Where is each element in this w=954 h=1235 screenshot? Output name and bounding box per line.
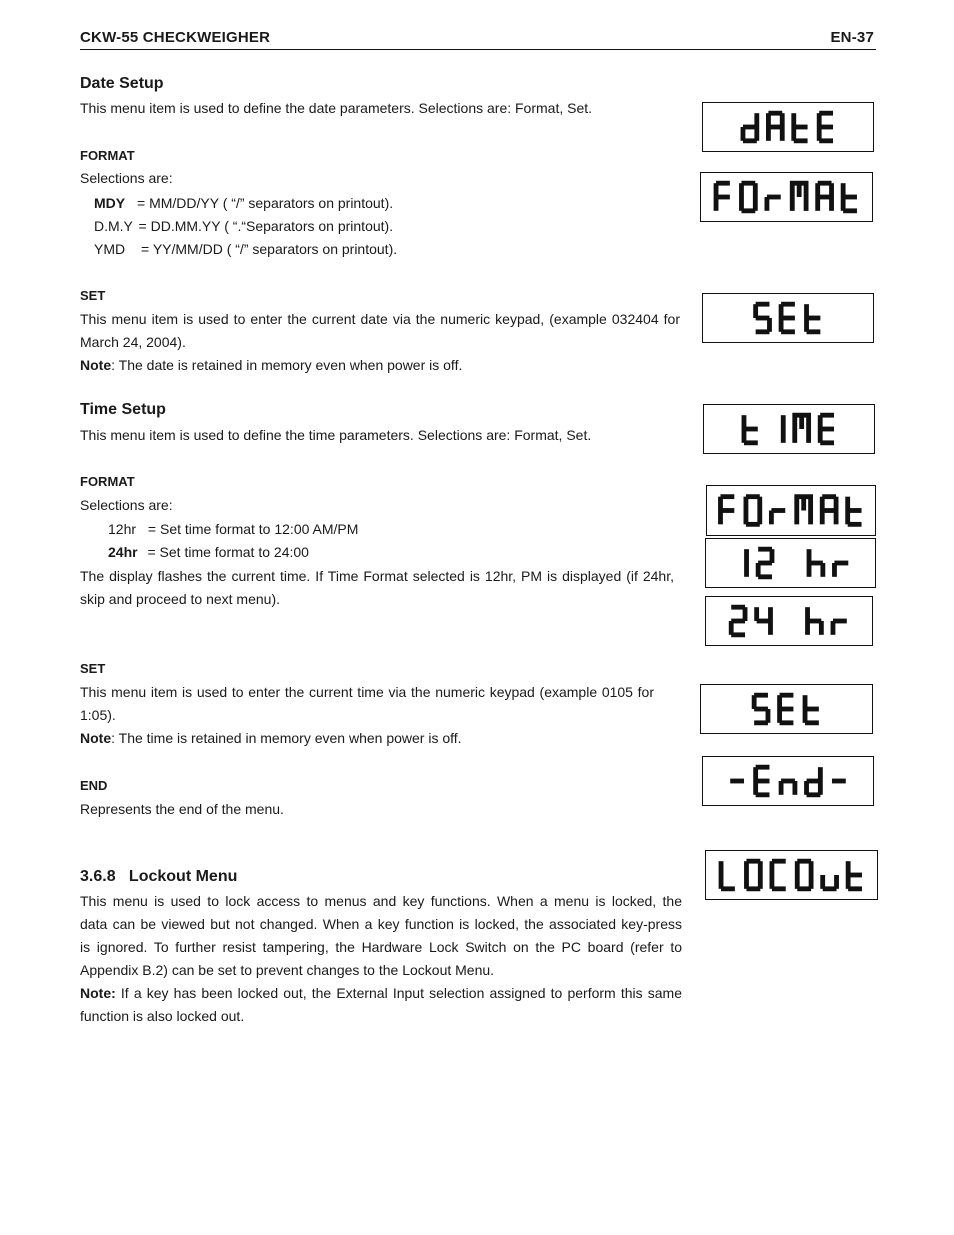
lcd-format	[700, 172, 873, 222]
lcd-char	[781, 304, 795, 332]
lcd-12hr	[705, 538, 876, 588]
lcd-char	[794, 113, 808, 141]
lcd-locout-readout	[706, 851, 877, 899]
lcd-24hr	[705, 596, 873, 646]
lcd-char	[807, 767, 821, 795]
lcd-time-readout	[704, 405, 874, 453]
page-number: EN-37	[830, 29, 874, 46]
lcd-char	[781, 781, 795, 795]
time-option-12hr	[108, 521, 358, 537]
date-set-line2: March 24, 2004).	[80, 334, 186, 350]
time-format-line1: The display flashes the current time. If Time Format selected is 12hr, PM is displayed (if 24hr,	[80, 568, 674, 584]
option-desc: = MM/DD/YY ( “/” separators on printout).	[137, 195, 394, 211]
date-set-text	[80, 308, 680, 377]
lcd-char	[720, 497, 734, 525]
note-text: : The date is retained in memory even when power is off.	[111, 357, 463, 373]
lcd-char	[746, 861, 760, 889]
lcd-char	[819, 113, 833, 141]
option-key: 24hr	[108, 544, 138, 560]
lcd-char	[771, 511, 785, 525]
lcd-char	[716, 183, 730, 211]
lcd-char	[809, 549, 823, 577]
end-text: Represents the end of the menu.	[80, 801, 284, 817]
date-set-note	[80, 354, 680, 377]
lcd-char	[822, 497, 836, 525]
lockout-note	[80, 982, 682, 1005]
lcd-time-format-readout	[707, 486, 875, 535]
lcd-char	[797, 497, 811, 525]
time-setup-heading: Time Setup	[80, 401, 166, 418]
lcd-char	[807, 304, 821, 332]
lcd-format-readout	[701, 173, 872, 221]
time-set-heading: SET	[80, 661, 106, 676]
end-heading: END	[80, 778, 108, 793]
lcd-char	[795, 415, 809, 443]
lcd-char	[818, 183, 832, 211]
option-desc: = DD.MM.YY ( “.“Separators on printout).	[138, 218, 394, 234]
option-key: 12hr	[108, 521, 137, 537]
option-key: YMD	[94, 241, 126, 257]
lcd-set-time-readout	[701, 685, 872, 733]
lcd-char	[797, 861, 811, 889]
date-option-dmy	[94, 218, 393, 234]
note-label: Note	[80, 357, 112, 373]
option-key: D.M.Y	[94, 218, 133, 234]
date-set-line1: This menu item is used to enter the current date via the numeric keypad, (example 032404 for	[80, 311, 680, 327]
time-set-line2: 1:05).	[80, 707, 116, 723]
lcd-char	[808, 607, 822, 635]
lcd-char	[721, 861, 735, 889]
lcd-date-readout	[703, 103, 873, 151]
lcd-set-time	[700, 684, 873, 734]
option-key: MDY	[94, 195, 126, 211]
date-option-mdy	[94, 195, 393, 211]
time-format-heading: FORMAT	[80, 474, 135, 489]
lcd-char	[768, 113, 782, 141]
lcd-end-readout	[703, 757, 873, 805]
lcd-12hr-readout	[706, 539, 875, 587]
lcd-set-date	[702, 293, 874, 343]
lcd-char	[823, 875, 837, 889]
lcd-char	[758, 549, 772, 577]
lcd-char	[744, 415, 758, 443]
lcd-time-format	[706, 485, 876, 536]
lcd-char	[743, 113, 757, 141]
lcd-char	[792, 183, 806, 211]
lcd-locout	[705, 850, 878, 900]
lcd-char	[833, 621, 847, 635]
lcd-char	[756, 304, 770, 332]
lcd-char	[731, 607, 745, 635]
note-text: If a key has been locked out, the External Input selection assigned to perform this same	[115, 985, 682, 1001]
lockout-note-line2: function is also locked out.	[80, 1008, 245, 1024]
lcd-24hr-readout	[706, 597, 872, 645]
time-set-note	[80, 727, 654, 750]
time-format-notes	[80, 565, 674, 611]
lcd-char	[848, 861, 862, 889]
lcd-char	[780, 695, 794, 723]
lcd-char	[805, 695, 819, 723]
lockout-line: is ignored. To further resist tampering, the Hardware Lock Switch on the PC board (refer to	[80, 939, 682, 955]
option-desc: = Set time format to 24:00	[147, 544, 309, 560]
note-text: : The time is retained in memory even when power is off.	[111, 730, 462, 746]
lcd-end	[702, 756, 874, 806]
lcd-char	[834, 563, 848, 577]
time-format-selections-label: Selections are:	[80, 497, 173, 513]
lcd-char	[741, 183, 755, 211]
lockout-line: This menu is used to lock access to menus and key functions. When a menu is locked, the	[80, 893, 682, 909]
option-desc: = YY/MM/DD ( “/” separators on printout).	[141, 241, 398, 257]
time-set-text	[80, 681, 654, 750]
date-setup-intro: This menu item is used to define the date parameters. Selections are: Format, Set.	[80, 100, 593, 116]
time-setup-intro: This menu item is used to define the time parameters. Selections are: Format, Set.	[80, 427, 592, 443]
date-format-selections-label: Selections are:	[80, 170, 173, 186]
time-format-line2: skip and proceed to next menu).	[80, 591, 281, 607]
lockout-text	[80, 890, 682, 1028]
note-label: Note:	[80, 985, 116, 1001]
lcd-char	[754, 695, 768, 723]
date-format-heading: FORMAT	[80, 148, 135, 163]
lcd-char	[767, 197, 781, 211]
header-rule	[80, 49, 876, 50]
time-option-24hr	[108, 544, 309, 560]
note-label: Note	[80, 730, 112, 746]
lcd-char	[756, 767, 770, 795]
lcd-set-date-readout	[703, 294, 873, 342]
lockout-line: Appendix B.2) can be set to prevent changes to the Lockout Menu.	[80, 962, 495, 978]
option-desc: = Set time format to 12:00 AM/PM	[147, 521, 359, 537]
date-option-ymd	[94, 241, 397, 257]
lockout-heading: 3.6.8 Lockout Menu	[80, 868, 238, 885]
time-set-line1: This menu item is used to enter the current time via the numeric keypad (example 0105 for	[80, 684, 654, 700]
lcd-char	[848, 497, 862, 525]
document-title: CKW-55 CHECKWEIGHER	[80, 29, 271, 46]
lcd-char	[820, 415, 834, 443]
lcd-char	[757, 607, 771, 635]
lcd-char	[746, 497, 760, 525]
date-setup-heading: Date Setup	[80, 75, 164, 92]
lcd-char	[843, 183, 857, 211]
date-set-heading: SET	[80, 288, 106, 303]
lcd-char	[772, 861, 786, 889]
lcd-time	[703, 404, 875, 454]
lcd-date	[702, 102, 874, 152]
lockout-line: data can be viewed but not changed. When a key function is locked, the associated key-press	[80, 916, 682, 932]
